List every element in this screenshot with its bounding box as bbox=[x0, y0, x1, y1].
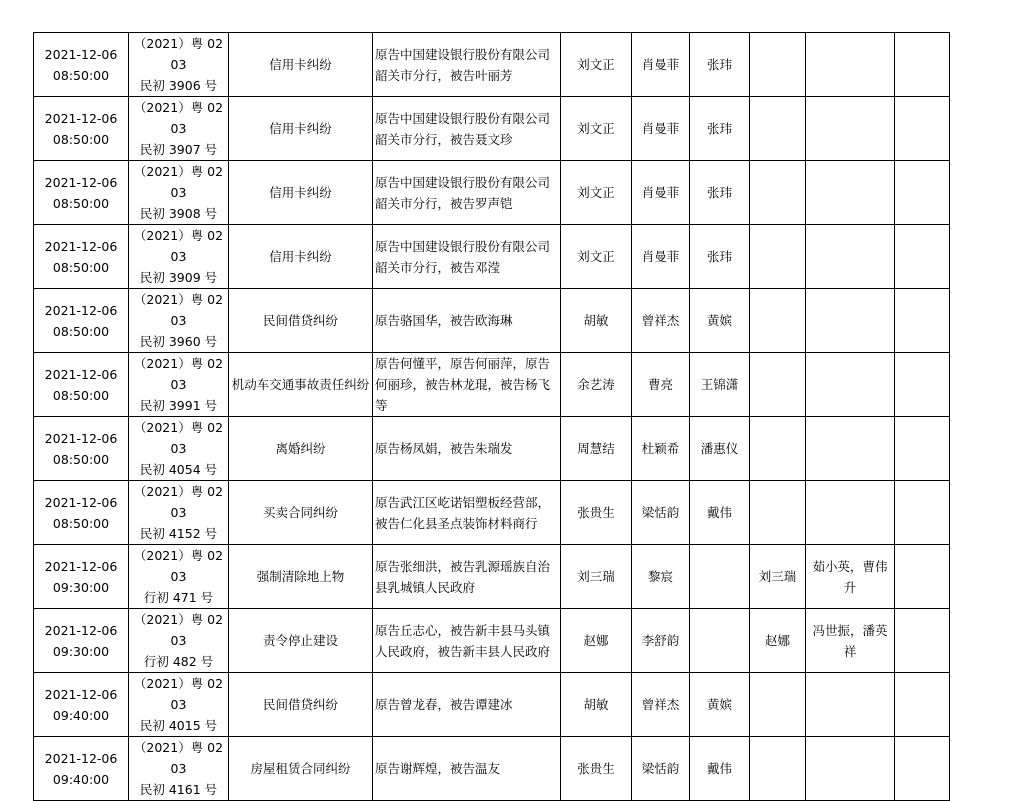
hearing-datetime-time: 09:30:00 bbox=[52, 579, 110, 595]
table-row bbox=[34, 417, 950, 481]
assistant-cell: 张玮 bbox=[690, 33, 750, 97]
assistant-cell: 潘惠仪 bbox=[690, 417, 750, 481]
case-number-cell bbox=[129, 673, 229, 737]
case-number-case-no-2: 行初 471 号 bbox=[143, 590, 214, 605]
panel-chief-cell bbox=[750, 673, 806, 737]
schedule-body bbox=[34, 33, 950, 801]
presiding-judge-cell: 刘文正 bbox=[561, 161, 632, 225]
case-number-case-no-2: 民初 3906 号 bbox=[139, 78, 218, 93]
panel-chief-cell bbox=[750, 289, 806, 353]
remarks-cell bbox=[895, 97, 950, 161]
hearing-datetime-time: 09:30:00 bbox=[52, 643, 110, 659]
hearing-datetime-cell bbox=[34, 737, 129, 801]
case-number-case-no-1: （2021）粤 0203 bbox=[133, 100, 224, 136]
hearing-datetime-time: 08:50:00 bbox=[52, 515, 110, 531]
panel-members-cell bbox=[806, 417, 895, 481]
panel-chief-cell bbox=[750, 737, 806, 801]
clerk-cell: 肖曼菲 bbox=[632, 161, 690, 225]
case-number-case-no-2: 民初 3991 号 bbox=[139, 398, 218, 413]
remarks-cell bbox=[895, 417, 950, 481]
table-row bbox=[34, 481, 950, 545]
presiding-judge-cell: 胡敏 bbox=[561, 289, 632, 353]
remarks-cell bbox=[895, 737, 950, 801]
assistant-cell bbox=[690, 545, 750, 609]
case-cause-cell: 强制清除地上物 bbox=[229, 545, 373, 609]
case-number-cell bbox=[129, 737, 229, 801]
panel-chief-cell bbox=[750, 97, 806, 161]
clerk-cell: 曾祥杰 bbox=[632, 673, 690, 737]
presiding-judge-cell: 刘文正 bbox=[561, 225, 632, 289]
clerk-cell: 肖曼菲 bbox=[632, 33, 690, 97]
hearing-datetime-date: 2021-12-06 bbox=[44, 622, 118, 638]
hearing-datetime-date: 2021-12-06 bbox=[44, 302, 118, 318]
presiding-judge-cell: 张贵生 bbox=[561, 737, 632, 801]
case-number-case-no-2: 民初 3907 号 bbox=[139, 142, 218, 157]
clerk-cell: 曾祥杰 bbox=[632, 289, 690, 353]
table-row bbox=[34, 353, 950, 417]
case-cause-cell: 机动车交通事故责任纠纷 bbox=[229, 353, 373, 417]
hearing-datetime-cell bbox=[34, 97, 129, 161]
panel-members-cell: 茹小英，曹伟升 bbox=[806, 545, 895, 609]
panel-members-cell bbox=[806, 481, 895, 545]
panel-members-cell bbox=[806, 97, 895, 161]
panel-chief-cell: 赵娜 bbox=[750, 609, 806, 673]
case-cause-cell: 信用卡纠纷 bbox=[229, 97, 373, 161]
remarks-cell bbox=[895, 353, 950, 417]
case-number-case-no-2: 民初 4152 号 bbox=[139, 526, 218, 541]
parties-cell: 原告丘志心，被告新丰县马头镇人民政府，被告新丰县人民政府 bbox=[373, 609, 561, 673]
table-row bbox=[34, 33, 950, 97]
hearing-datetime-time: 08:50:00 bbox=[52, 195, 110, 211]
case-cause-cell: 责令停止建设 bbox=[229, 609, 373, 673]
panel-chief-cell bbox=[750, 481, 806, 545]
case-number-cell bbox=[129, 417, 229, 481]
hearing-datetime-cell bbox=[34, 161, 129, 225]
assistant-cell: 戴伟 bbox=[690, 481, 750, 545]
clerk-cell: 李舒韵 bbox=[632, 609, 690, 673]
hearing-datetime-cell bbox=[34, 673, 129, 737]
case-number-cell bbox=[129, 481, 229, 545]
clerk-cell: 肖曼菲 bbox=[632, 225, 690, 289]
hearing-datetime-cell bbox=[34, 481, 129, 545]
panel-members-cell bbox=[806, 737, 895, 801]
panel-chief-cell: 刘三瑞 bbox=[750, 545, 806, 609]
clerk-cell: 梁恬韵 bbox=[632, 481, 690, 545]
hearing-datetime-date: 2021-12-06 bbox=[44, 750, 118, 766]
presiding-judge-cell: 余艺涛 bbox=[561, 353, 632, 417]
panel-chief-cell bbox=[750, 161, 806, 225]
case-cause-cell: 信用卡纠纷 bbox=[229, 33, 373, 97]
case-number-cell bbox=[129, 353, 229, 417]
case-number-cell bbox=[129, 609, 229, 673]
parties-cell: 原告中国建设银行股份有限公司韶关市分行，被告聂文珍 bbox=[373, 97, 561, 161]
case-number-cell bbox=[129, 33, 229, 97]
table-row bbox=[34, 225, 950, 289]
parties-cell: 原告张细洪，被告乳源瑶族自治县乳城镇人民政府 bbox=[373, 545, 561, 609]
case-number-case-no-1: （2021）粤 0203 bbox=[133, 36, 224, 72]
assistant-cell: 张玮 bbox=[690, 97, 750, 161]
panel-members-cell bbox=[806, 353, 895, 417]
hearing-datetime-cell bbox=[34, 33, 129, 97]
panel-members-cell bbox=[806, 33, 895, 97]
panel-members-cell bbox=[806, 161, 895, 225]
case-cause-cell: 信用卡纠纷 bbox=[229, 225, 373, 289]
hearing-datetime-date: 2021-12-06 bbox=[44, 174, 118, 190]
hearing-datetime-cell bbox=[34, 353, 129, 417]
case-number-case-no-1: （2021）粤 0203 bbox=[133, 548, 224, 584]
parties-cell: 原告骆国华，被告欧海琳 bbox=[373, 289, 561, 353]
case-number-case-no-2: 民初 3909 号 bbox=[139, 270, 218, 285]
hearing-datetime-time: 09:40:00 bbox=[52, 707, 110, 723]
table-row bbox=[34, 673, 950, 737]
remarks-cell bbox=[895, 161, 950, 225]
panel-chief-cell bbox=[750, 225, 806, 289]
hearing-datetime-time: 08:50:00 bbox=[52, 131, 110, 147]
remarks-cell bbox=[895, 289, 950, 353]
panel-members-cell bbox=[806, 673, 895, 737]
case-number-case-no-1: （2021）粤 0203 bbox=[133, 420, 224, 456]
case-number-case-no-1: （2021）粤 0203 bbox=[133, 612, 224, 648]
remarks-cell bbox=[895, 481, 950, 545]
case-number-case-no-1: （2021）粤 0203 bbox=[133, 676, 224, 712]
hearing-datetime-date: 2021-12-06 bbox=[44, 494, 118, 510]
parties-cell: 原告中国建设银行股份有限公司韶关市分行，被告叶丽芳 bbox=[373, 33, 561, 97]
case-cause-cell: 民间借贷纠纷 bbox=[229, 673, 373, 737]
presiding-judge-cell: 周慧结 bbox=[561, 417, 632, 481]
panel-chief-cell bbox=[750, 33, 806, 97]
parties-cell: 原告何懂平，原告何丽萍，原告何丽珍，被告林龙琨，被告杨飞等 bbox=[373, 353, 561, 417]
parties-cell: 原告武江区屹诺铝塑板经营部，被告仁化县圣点装饰材料商行 bbox=[373, 481, 561, 545]
hearing-datetime-date: 2021-12-06 bbox=[44, 430, 118, 446]
presiding-judge-cell: 胡敏 bbox=[561, 673, 632, 737]
hearing-datetime-date: 2021-12-06 bbox=[44, 46, 118, 62]
hearing-datetime-time: 09:40:00 bbox=[52, 771, 110, 787]
case-number-case-no-2: 民初 3960 号 bbox=[139, 334, 218, 349]
case-number-case-no-2: 民初 4015 号 bbox=[139, 718, 218, 733]
case-number-case-no-1: （2021）粤 0203 bbox=[133, 228, 224, 264]
remarks-cell bbox=[895, 225, 950, 289]
presiding-judge-cell: 刘三瑞 bbox=[561, 545, 632, 609]
remarks-cell bbox=[895, 545, 950, 609]
hearing-datetime-date: 2021-12-06 bbox=[44, 686, 118, 702]
clerk-cell: 杜颖希 bbox=[632, 417, 690, 481]
assistant-cell: 张玮 bbox=[690, 161, 750, 225]
case-cause-cell: 房屋租赁合同纠纷 bbox=[229, 737, 373, 801]
panel-chief-cell bbox=[750, 353, 806, 417]
hearing-datetime-cell bbox=[34, 225, 129, 289]
case-number-case-no-2: 行初 482 号 bbox=[143, 654, 214, 669]
table-row bbox=[34, 289, 950, 353]
assistant-cell: 王锦潇 bbox=[690, 353, 750, 417]
hearing-datetime-date: 2021-12-06 bbox=[44, 110, 118, 126]
clerk-cell: 梁恬韵 bbox=[632, 737, 690, 801]
clerk-cell: 曹亮 bbox=[632, 353, 690, 417]
case-cause-cell: 民间借贷纠纷 bbox=[229, 289, 373, 353]
case-number-case-no-1: （2021）粤 0203 bbox=[133, 356, 224, 392]
clerk-cell: 黎宸 bbox=[632, 545, 690, 609]
clerk-cell: 肖曼菲 bbox=[632, 97, 690, 161]
presiding-judge-cell: 刘文正 bbox=[561, 97, 632, 161]
case-cause-cell: 离婚纠纷 bbox=[229, 417, 373, 481]
assistant-cell: 黄嫔 bbox=[690, 289, 750, 353]
table-row bbox=[34, 609, 950, 673]
case-number-case-no-1: （2021）粤 0203 bbox=[133, 740, 224, 776]
hearing-schedule-table bbox=[33, 32, 950, 801]
case-number-cell bbox=[129, 97, 229, 161]
remarks-cell bbox=[895, 33, 950, 97]
hearing-datetime-date: 2021-12-06 bbox=[44, 558, 118, 574]
hearing-datetime-time: 08:50:00 bbox=[52, 67, 110, 83]
hearing-datetime-time: 08:50:00 bbox=[52, 451, 110, 467]
case-cause-cell: 信用卡纠纷 bbox=[229, 161, 373, 225]
table-row bbox=[34, 737, 950, 801]
presiding-judge-cell: 张贵生 bbox=[561, 481, 632, 545]
assistant-cell: 戴伟 bbox=[690, 737, 750, 801]
hearing-datetime-date: 2021-12-06 bbox=[44, 366, 118, 382]
case-number-cell bbox=[129, 225, 229, 289]
hearing-datetime-time: 08:50:00 bbox=[52, 259, 110, 275]
panel-members-cell: 冯世振，潘英祥 bbox=[806, 609, 895, 673]
presiding-judge-cell: 刘文正 bbox=[561, 33, 632, 97]
case-number-cell bbox=[129, 545, 229, 609]
assistant-cell bbox=[690, 609, 750, 673]
hearing-datetime-time: 08:50:00 bbox=[52, 387, 110, 403]
case-number-case-no-1: （2021）粤 0203 bbox=[133, 292, 224, 328]
hearing-datetime-cell bbox=[34, 417, 129, 481]
case-cause-cell: 买卖合同纠纷 bbox=[229, 481, 373, 545]
table-row bbox=[34, 545, 950, 609]
hearing-datetime-time: 08:50:00 bbox=[52, 323, 110, 339]
parties-cell: 原告曾龙春，被告谭建冰 bbox=[373, 673, 561, 737]
remarks-cell bbox=[895, 609, 950, 673]
hearing-datetime-cell bbox=[34, 289, 129, 353]
panel-members-cell bbox=[806, 289, 895, 353]
case-number-cell bbox=[129, 289, 229, 353]
presiding-judge-cell: 赵娜 bbox=[561, 609, 632, 673]
table-row bbox=[34, 161, 950, 225]
case-number-case-no-1: （2021）粤 0203 bbox=[133, 164, 224, 200]
panel-chief-cell bbox=[750, 417, 806, 481]
parties-cell: 原告中国建设银行股份有限公司韶关市分行，被告罗声铠 bbox=[373, 161, 561, 225]
panel-members-cell bbox=[806, 225, 895, 289]
case-number-case-no-2: 民初 4161 号 bbox=[139, 782, 218, 797]
remarks-cell bbox=[895, 673, 950, 737]
hearing-datetime-cell bbox=[34, 545, 129, 609]
parties-cell: 原告杨凤娟，被告朱瑞发 bbox=[373, 417, 561, 481]
case-number-case-no-2: 民初 3908 号 bbox=[139, 206, 218, 221]
assistant-cell: 黄嫔 bbox=[690, 673, 750, 737]
hearing-datetime-date: 2021-12-06 bbox=[44, 238, 118, 254]
hearing-datetime-cell bbox=[34, 609, 129, 673]
case-number-case-no-1: （2021）粤 0203 bbox=[133, 484, 224, 520]
parties-cell: 原告中国建设银行股份有限公司韶关市分行，被告邓滢 bbox=[373, 225, 561, 289]
parties-cell: 原告谢辉煌，被告温友 bbox=[373, 737, 561, 801]
table-row bbox=[34, 97, 950, 161]
case-number-cell bbox=[129, 161, 229, 225]
case-number-case-no-2: 民初 4054 号 bbox=[139, 462, 218, 477]
assistant-cell: 张玮 bbox=[690, 225, 750, 289]
